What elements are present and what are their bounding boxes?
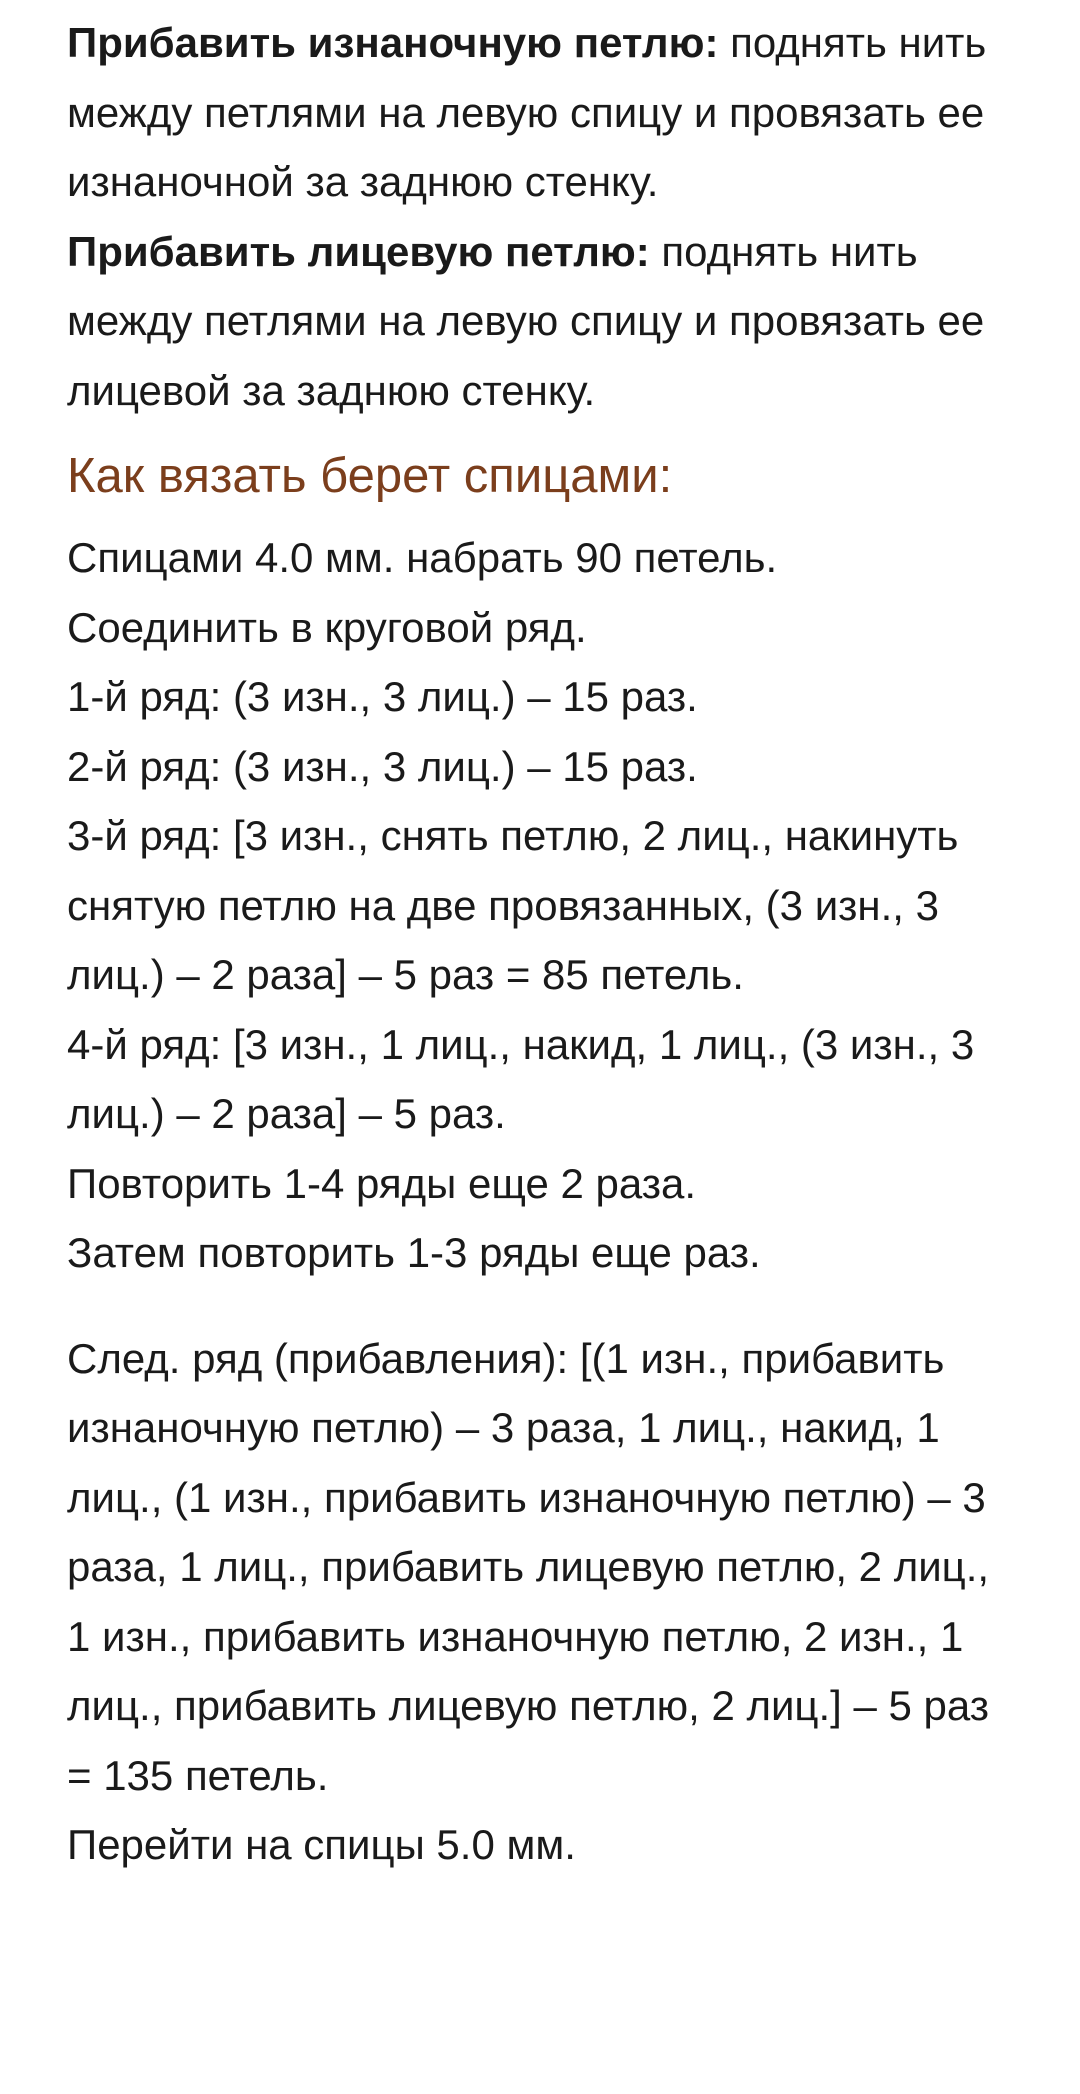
instruction-line: Затем повторить 1-3 ряды еще раз. <box>67 1229 761 1276</box>
instructions-block-increase <box>67 1324 1024 1880</box>
definition-term: Прибавить лицевую петлю: <box>67 227 650 275</box>
instruction-line: Спицами 4.0 мм. набрать 90 петель. <box>67 534 778 581</box>
instruction-line: 2-й ряд: (3 изн., 3 лиц.) – 15 раз. <box>67 742 698 790</box>
instruction-line: 3-й ряд: [3 изн., снять петлю, 2 лиц., накинуть снятую петлю на две провязанных, (3 изн., 3 лиц.) – 2 раза] – 5 раз = 85 петель. <box>67 812 959 998</box>
definition-term: Прибавить изнаночную петлю: <box>67 19 719 66</box>
instruction-line: Перейти на спицы 5.0 мм. <box>67 1821 576 1868</box>
instruction-line: 4-й ряд: [3 изн., 1 лиц., накид, 1 лиц., (3 изн., 3 лиц.) – 2 раза] – 5 раз. <box>67 1020 975 1137</box>
definition-text: поднять нить между петлями на левую спицу и провязать ее изнаночной за заднюю стенку. <box>67 19 987 205</box>
definition-text: поднять нить между петлями на левую спицу и провязать ее лицевой за заднюю стенку. <box>67 227 985 414</box>
definition-knit-increase <box>67 217 1024 426</box>
instruction-line: След. ряд (прибавления): [(1 изн., прибавить изнаночную петлю) – 3 раза, 1 лиц., накид, 1 лиц., (1 изн., прибавить изнаночную петлю) – 3 раза, 1 лиц., прибавить лицевую петлю, 2 лиц., 1 изн., прибавить изнаночную петлю, 2 изн., 1 лиц., прибавить лицевую петлю, 2 лиц.] – 5 раз = 135 петель. <box>67 1334 990 1799</box>
section-heading: Как вязать берет спицами: <box>67 449 673 503</box>
instruction-line: 1-й ряд: (3 изн., 3 лиц.) – 15 раз. <box>67 673 698 720</box>
instruction-line: Соединить в круговой ряд. <box>67 603 587 651</box>
instructions-block-cast-on <box>67 523 1024 1288</box>
paragraph-spacer <box>67 1288 1024 1312</box>
instruction-line: Повторить 1-4 ряды еще 2 раза. <box>67 1159 697 1207</box>
definition-purl-increase <box>67 8 1024 217</box>
